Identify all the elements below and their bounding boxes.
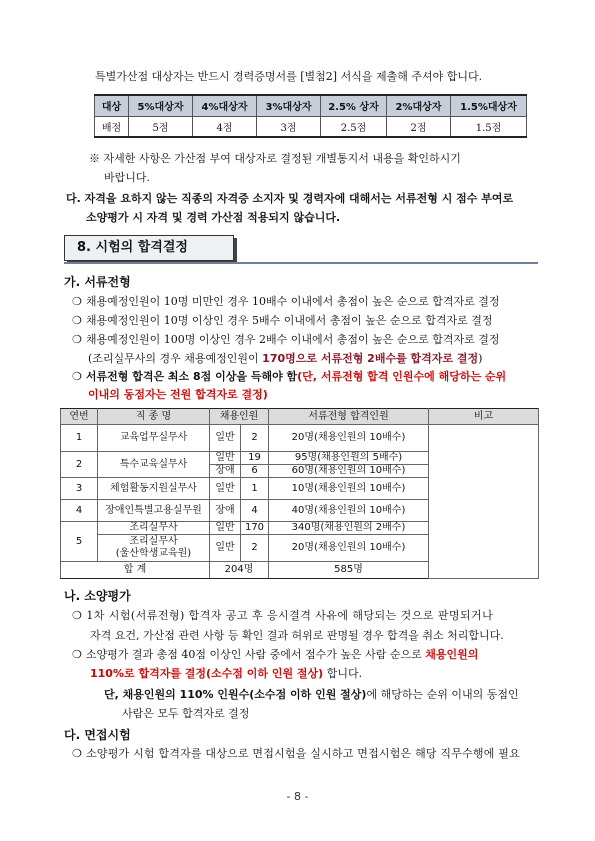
circle-bullet-icon: ❍ [72,314,82,327]
total-row: 합 계 204명 585명 [61,562,539,579]
score-header-cell: 1.5%대상자 [451,95,527,116]
score-header-cell: 3%대상자 [257,95,321,116]
bullet-item-2: ❍ 채용예정인원이 10명 이상인 경우 5배수 이내에서 총점이 높은 순으로 합격자로 결정 [72,314,493,327]
header-note: 비고 [429,409,539,425]
section-b-bullet-2-cont: 110%로 합격자를 결정(소수점 이하 인원 절상) 합니다. [90,667,363,680]
score-table-value-row [95,116,527,137]
subsection-a-heading: 가. 서류전형 [64,275,131,289]
score-header-cell: 5%대상자 [129,95,193,116]
special-bonus-note: 특별가산점 대상자는 반드시 경력증명서를 [별첨2] 서식을 제출해 주셔야 합니다. [95,70,483,83]
section-b-exception: 단, 채용인원의 110% 인원수(소수점 이하 인원 절상)에 해당하는 순위 이내의 동점인 [104,688,519,701]
note-cell [429,425,539,579]
score-value-cell: 1.5점 [451,116,527,137]
score-value-cell: 4점 [193,116,257,137]
section-8-title: 8. 시험의 합격결정 [64,235,234,261]
header-count: 채용인원 [210,409,269,425]
table-row: 조리실무사 (울산학생교육원) 일반 2 20명(채용인원의 10배수) [61,535,539,562]
subsection-c-heading: 다. 면접시험 [64,728,131,742]
pass-table-header-row [61,409,539,425]
bullet-item-3-note: (조리실무사의 경우 채용예정인원이 170명으로 서류전형 2배수를 합격자로 결정) [88,352,483,365]
score-table-header-row [95,95,527,116]
document-pass-table [60,408,539,579]
table-row: 1 교육업무실무사 일반 2 20명(채용인원의 10배수) [61,425,539,452]
table-row: 3 체험활동지원실무사 일반 1 10명(채용인원의 10배수) [61,478,539,500]
bullet-item-4-cont: 이내의 동점자는 전원 합격자로 결정) [88,388,268,401]
header-no: 연번 [61,409,98,425]
header-pass: 서류전형 합격인원 [269,409,429,425]
bonus-score-table [94,94,527,138]
bullet-item-3: ❍ 채용예정인원이 100명 이상인 경우 2배수 이내에서 총점이 높은 순으로 합격자로 결정 [72,333,500,346]
bullet-item-4: ❍ 서류전형 합격은 최소 8점 이상을 득해야 함(단, 서류전형 합격 인원수에 해당하는 순위 [72,370,507,383]
score-value-cell: 2.5점 [321,116,387,137]
section-b-exception-cont: 사람은 모두 합격자로 결정 [122,707,250,720]
score-header-cell: 대상 [95,95,129,116]
section-c-bullet-1: ❍ 소양평가 시험 합격자를 대상으로 면접시험을 실시하고 면접시험은 해당 직무수행에 필요 [72,747,520,760]
subsection-b-heading: 나. 소양평가 [64,589,131,603]
circle-bullet-icon: ❍ [72,333,82,346]
circle-bullet-icon: ❍ [72,295,82,308]
bullet-item-1: ❍ 채용예정인원이 10명 미만인 경우 10배수 이내에서 총점이 높은 순으로 합격자로 결정 [72,295,500,308]
item-d-line-2: 소양평가 시 자격 및 경력 가산점 적용되지 않습니다. [86,211,341,224]
remark-line-2: 바랍니다. [104,171,151,184]
header-job: 직 종 명 [98,409,210,425]
score-header-cell: 4%대상자 [193,95,257,116]
score-value-cell: 5점 [129,116,193,137]
score-value-cell: 2점 [387,116,451,137]
table-row: 5 조리실무사 일반 170 340명(채용인원의 2배수) [61,522,539,535]
table-row: 4 장애인특별고용실무원 장애 4 40명(채용인원의 10배수) [61,500,539,522]
score-header-cell: 2%대상자 [387,95,451,116]
circle-bullet-icon: ❍ [72,370,82,383]
section-8-divider [64,262,538,264]
score-value-cell: 3점 [257,116,321,137]
table-row: 장애 6 60명(채용인원의 10배수) [61,465,539,478]
circle-bullet-icon: ❍ [72,609,83,622]
score-value-cell: 배점 [95,116,129,137]
score-header-cell: 2.5% 상자 [321,95,387,116]
circle-bullet-icon: ❍ [72,648,82,661]
item-d-line-1: 다. 자격을 요하지 않는 직종의 자격증 소지자 및 경력자에 대해서는 서류전형 시 점수 부여로 [66,192,514,205]
section-b-bullet-1: ❍ 1차 시험(서류전형) 합격자 공고 후 응시결격 사유에 해당되는 것으로 판명되거나 [72,609,494,622]
section-b-bullet-2: ❍ 소양평가 결과 총점 40점 이상인 사람 중에서 점수가 높은 사람 순으로 채용인원의 [72,648,479,661]
table-row: 2 특수교육실무사 일반 19 95명(채용인원의 5배수) [61,452,539,465]
circle-bullet-icon: ❍ [72,747,83,760]
section-b-bullet-1-cont: 자격 요건, 가산점 관련 사항 등 확인 결과 허위로 판명될 경우 합격을 취소 처리합니다. [90,629,504,642]
page-number: - 8 - [286,790,309,803]
remark-line-1: ※ 자세한 사항은 가산점 부여 대상자로 결정된 개별통지서 내용을 확인하시기 [89,152,461,165]
